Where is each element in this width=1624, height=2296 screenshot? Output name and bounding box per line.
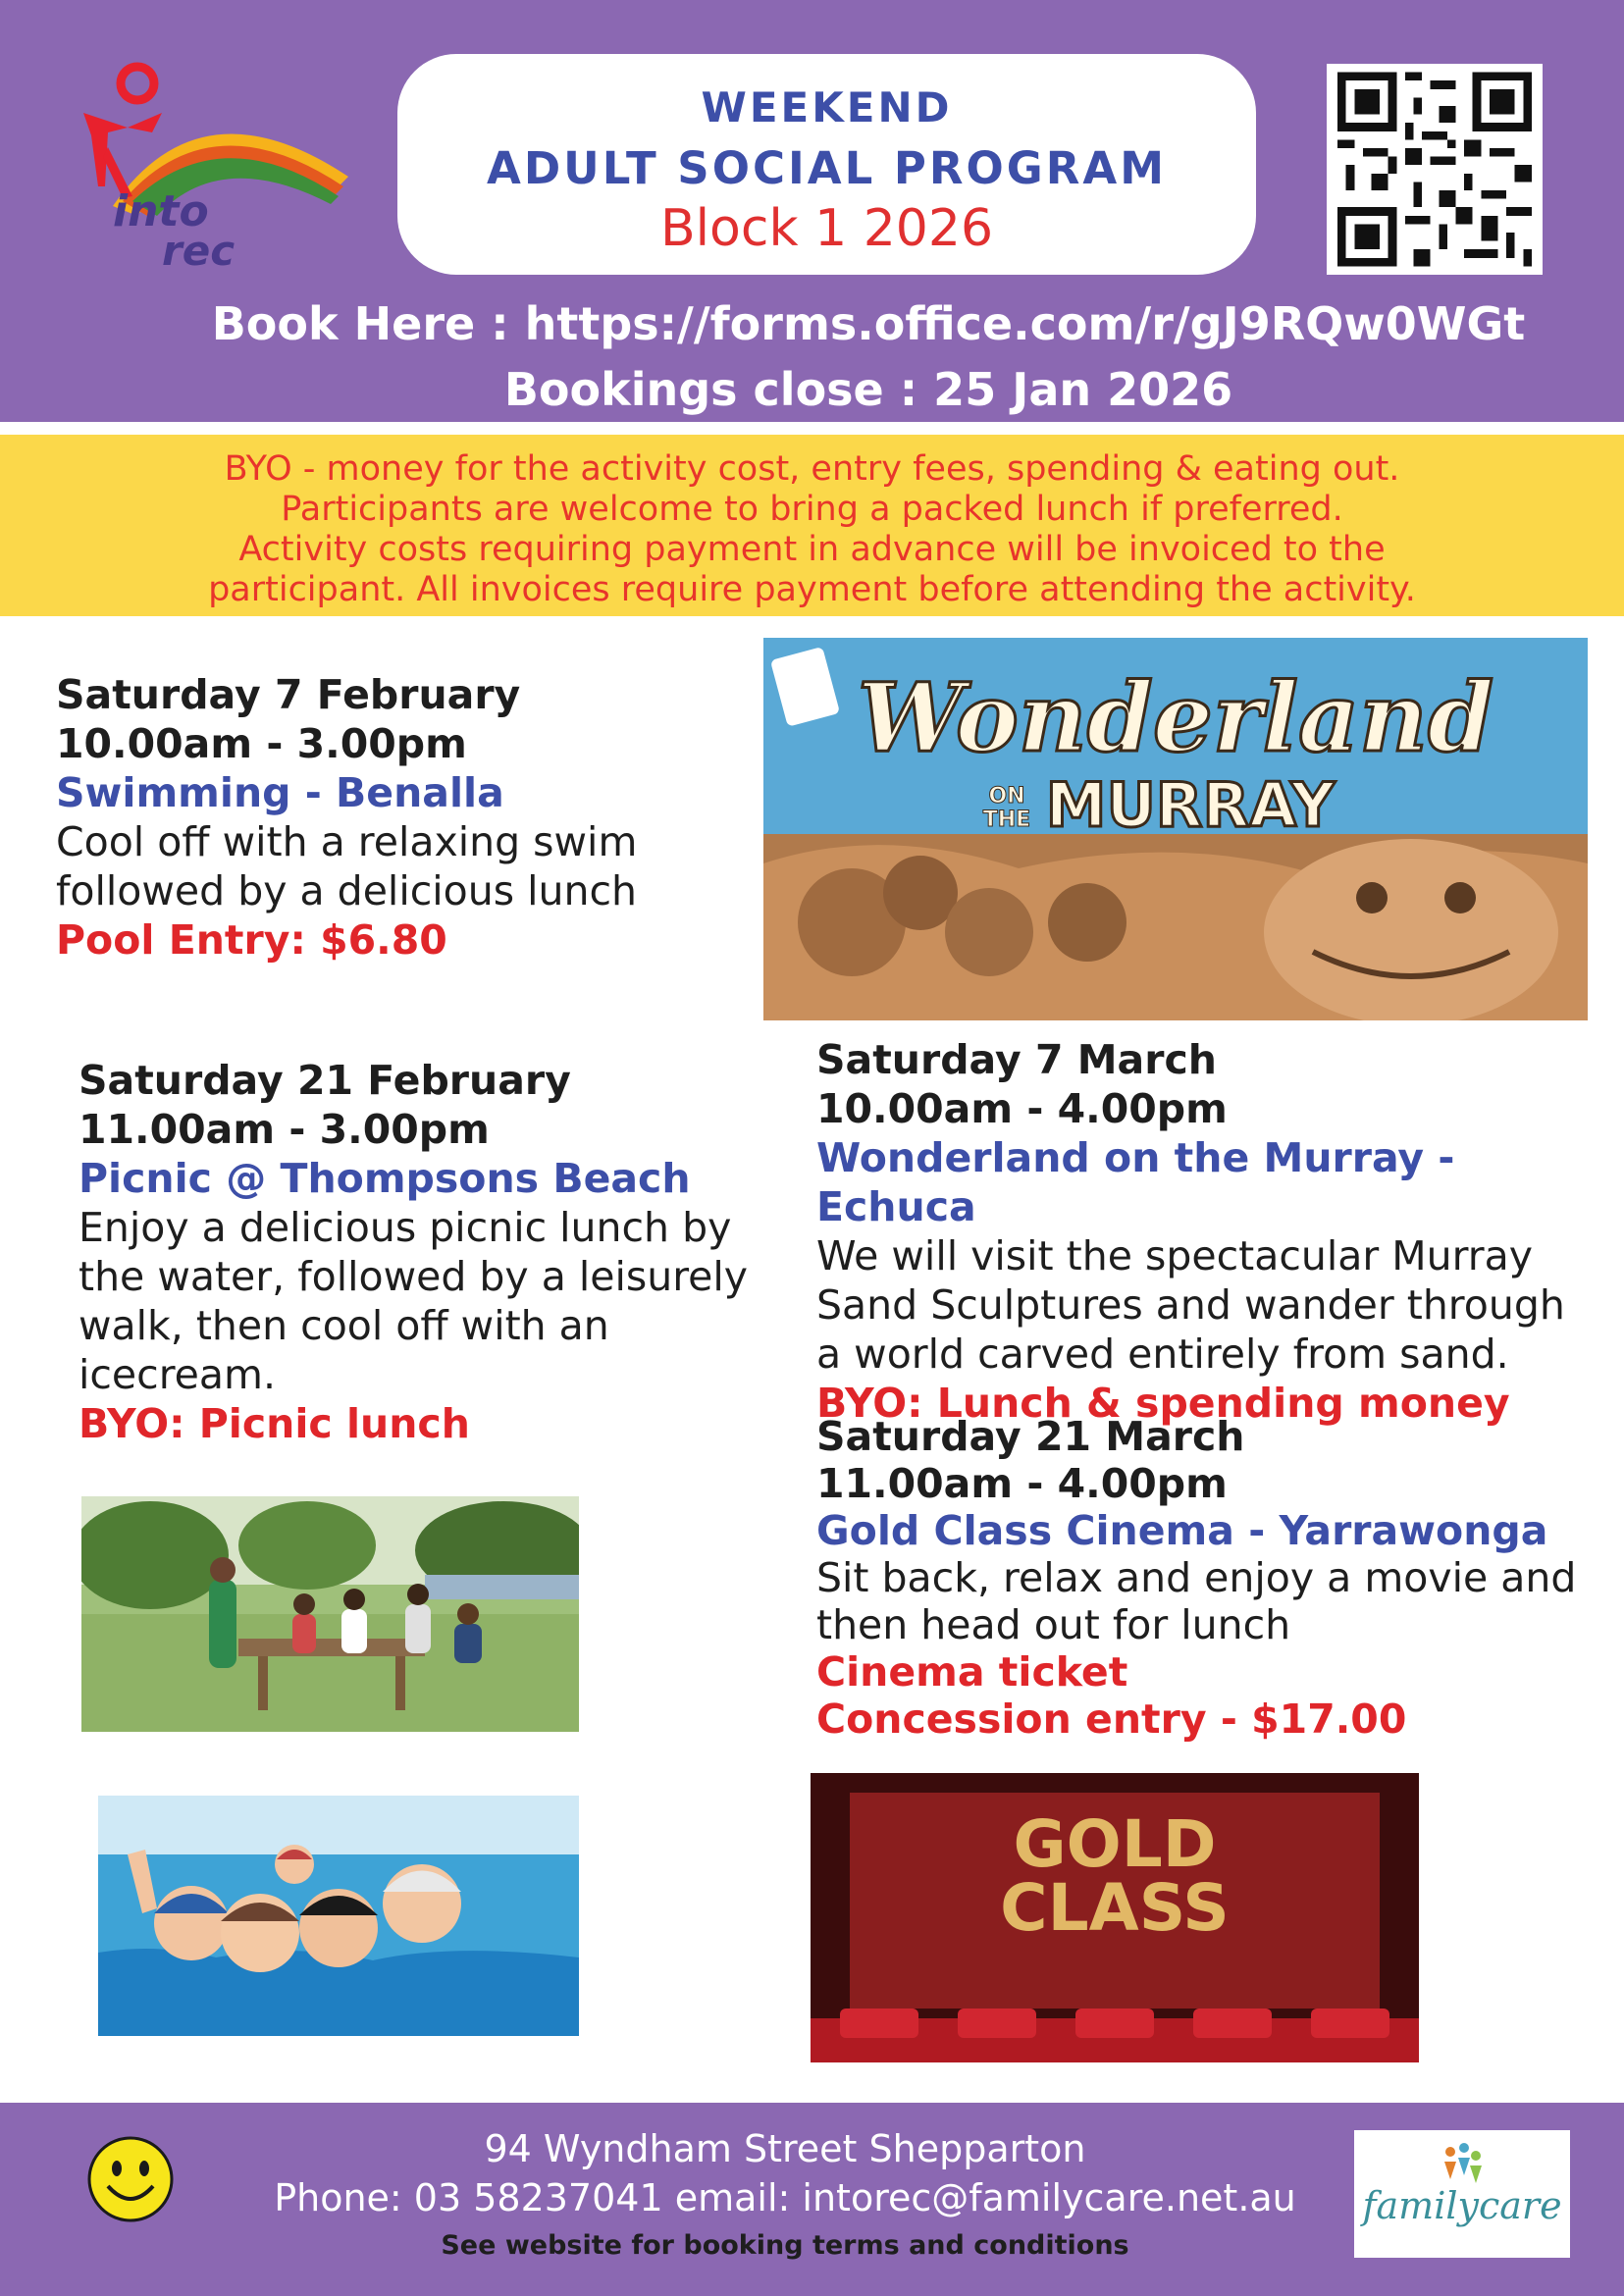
event-swimming-benalla	[56, 670, 637, 965]
swimming-photo	[98, 1796, 579, 2036]
picnic-photo	[81, 1496, 579, 1732]
event-picnic-thompsons-beach	[79, 1056, 748, 1448]
notice-line: participant. All invoices require payment before attending the activity.	[208, 570, 1416, 609]
event-name: Wonderland on the Murray - Echuca	[816, 1134, 1455, 1230]
logo-text-rec: rec	[162, 227, 236, 275]
footer-contact[interactable]: Phone: 03 58237041 email: intorec@familycare.net.au	[274, 2176, 1296, 2219]
gold-class-text-class: CLASS	[1000, 1870, 1230, 1946]
event-time: 11.00am - 4.00pm	[816, 1460, 1228, 1507]
event-desc: Sand Sculptures and wander through	[816, 1281, 1565, 1329]
wonderland-the-text: THE	[982, 808, 1031, 832]
gold-class-text-gold: GOLD	[1013, 1806, 1217, 1882]
notice-line: Activity costs requiring payment in advance will be invoiced to the	[238, 530, 1386, 569]
familycare-logo	[1354, 2130, 1570, 2258]
event-desc: We will visit the spectacular Murray	[816, 1232, 1533, 1279]
event-cost: Cinema ticket	[816, 1648, 1128, 1696]
event-desc: the water, followed by a leisurely	[79, 1253, 749, 1300]
title-block: Block 1 2026	[659, 199, 994, 258]
wonderland-on-text: ON	[988, 784, 1025, 809]
gold-class-photo	[811, 1773, 1419, 2062]
familycare-logo-text: familycare	[1362, 2184, 1562, 2227]
event-cost: BYO: Picnic lunch	[79, 1400, 470, 1447]
booking-link[interactable]: Book Here : https://forms.office.com/r/gJ9RQw0WGt	[211, 297, 1526, 350]
event-cost: Concession entry - $17.00	[816, 1696, 1407, 1743]
event-gold-class-cinema	[816, 1413, 1576, 1743]
footer-terms: See website for booking terms and conditions	[441, 2230, 1129, 2261]
event-desc: icecream.	[79, 1351, 276, 1398]
smiley-face-icon	[86, 2135, 175, 2223]
notice-line: BYO - money for the activity cost, entry fees, spending & eating out.	[224, 449, 1400, 489]
familycare-figures-icon	[1433, 2142, 1492, 2186]
event-desc: walk, then cool off with an	[79, 1302, 609, 1349]
title-weekend: WEEKEND	[701, 83, 953, 131]
event-date: Saturday 7 March	[816, 1036, 1217, 1083]
event-name: Swimming - Benalla	[56, 769, 504, 816]
event-cost: BYO: Lunch & spending money	[816, 1380, 1510, 1427]
byo-notice	[0, 435, 1624, 616]
logo-text-into: into	[113, 186, 209, 236]
header-banner	[0, 0, 1624, 422]
title-box	[397, 54, 1256, 275]
event-cost: Pool Entry: $6.80	[56, 916, 447, 964]
qr-code-icon[interactable]	[1327, 64, 1543, 275]
event-desc: Sit back, relax and enjoy a movie and	[816, 1554, 1577, 1601]
event-date: Saturday 7 February	[56, 671, 521, 718]
event-name: Gold Class Cinema - Yarrawonga	[816, 1507, 1548, 1554]
event-time: 10.00am - 4.00pm	[816, 1085, 1228, 1132]
event-time: 11.00am - 3.00pm	[79, 1106, 490, 1153]
event-name: Picnic @ Thompsons Beach	[79, 1155, 691, 1202]
bookings-close-date: Bookings close : 25 Jan 2026	[503, 363, 1233, 416]
footer-address: 94 Wyndham Street Shepparton	[484, 2127, 1086, 2170]
event-desc: followed by a delicious lunch	[56, 867, 637, 914]
wonderland-murray-text: MURRAY	[1045, 769, 1336, 841]
title-program: ADULT SOCIAL PROGRAM	[487, 142, 1167, 194]
event-time: 10.00am - 3.00pm	[56, 720, 467, 767]
event-date: Saturday 21 March	[816, 1413, 1245, 1460]
wonderland-image	[763, 638, 1588, 1020]
event-desc: Cool off with a relaxing swim	[56, 818, 638, 865]
event-desc: a world carved entirely from sand.	[816, 1331, 1509, 1378]
event-desc: Enjoy a delicious picnic lunch by	[79, 1204, 732, 1251]
event-desc: then head out for lunch	[816, 1601, 1291, 1648]
notice-line: Participants are welcome to bring a packed lunch if preferred.	[281, 490, 1343, 529]
event-wonderland-murray	[816, 1035, 1624, 1428]
footer-banner	[0, 2103, 1624, 2296]
event-date: Saturday 21 February	[79, 1057, 571, 1104]
wonderland-title-text: Wonderland	[857, 662, 1494, 773]
intorec-logo	[54, 59, 368, 275]
